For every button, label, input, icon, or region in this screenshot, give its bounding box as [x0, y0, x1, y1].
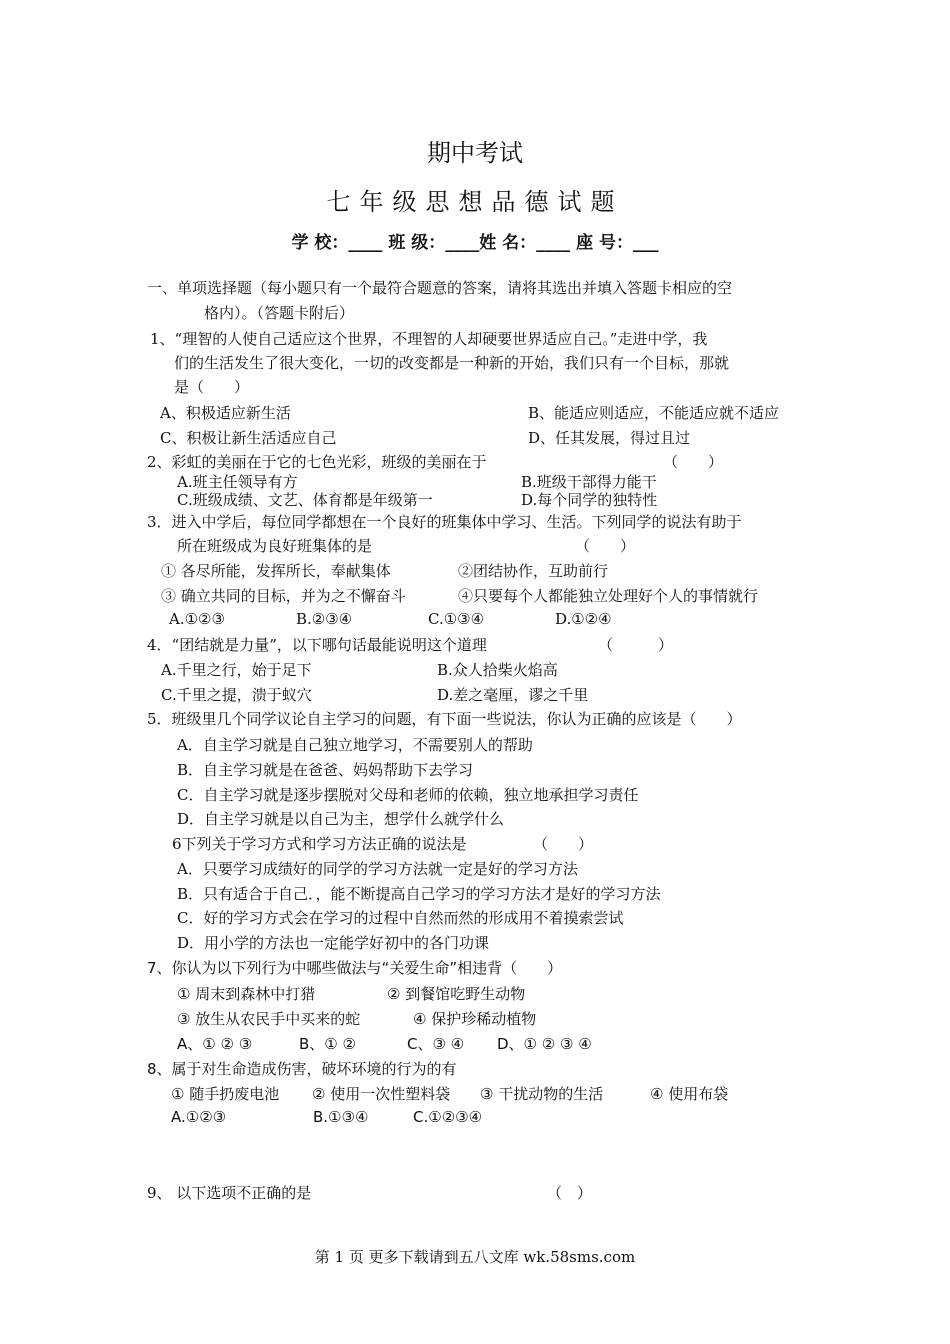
q1-option-c: C、积极让新生活适应自己	[160, 429, 337, 447]
q3-option-b: B.②③④	[296, 610, 353, 628]
q8-option-b: B.①③④	[313, 1108, 369, 1126]
q9-answer-paren: （ ）	[547, 1184, 593, 1202]
q5-option-c: C．自主学习就是逐步摆脱对父母和老师的依赖，独立地承担学习责任	[177, 786, 639, 804]
q6-answer-paren: （ ）	[533, 835, 594, 853]
q4-answer-paren: （ ）	[598, 636, 674, 654]
q8-option-a: A.①②③	[171, 1108, 227, 1126]
q4-option-c: C.千里之提，溃于蚁穴	[161, 686, 312, 704]
page-title: 期中考试	[427, 139, 523, 167]
q7-option-c: C、③ ④	[407, 1035, 465, 1053]
q8-statement-3: ③ 干扰动物的生活	[480, 1085, 604, 1103]
q3-answer-paren: （ ）	[575, 537, 636, 555]
q6-option-b: B．只有适合于自己．，能不断提高自己学习的学习方法才是好的学习方法	[177, 885, 661, 903]
q4-stem: 4．“团结就是力量”，以下哪句话最能说明这个道理	[147, 636, 487, 654]
q6-option-a: A．只要学习成绩好的同学的学习方法就一定是好的学习方法	[177, 860, 578, 878]
q2-answer-paren: （ ）	[663, 453, 724, 471]
q3-line1: 3．进入中学后，每位同学都想在一个良好的班集体中学习、生活。下列同学的说法有助于	[147, 513, 742, 531]
student-info-line: 学 校：____ 班 级：____姓 名：____ 座 号：___	[291, 233, 659, 253]
q6-option-c: C．好的学习方式会在学习的过程中自然而然的形成用不着摸索尝试	[177, 909, 624, 927]
q3-line2: 所在班级成为良好班集体的是	[177, 537, 373, 555]
q8-statement-4: ④ 使用布袋	[650, 1085, 729, 1103]
q3-statement-2: ②团结协作，互助前行	[458, 562, 609, 580]
exam-subtitle: 七年级思想品德试题	[326, 188, 624, 216]
q2-option-d: D.每个同学的独特性	[521, 491, 658, 509]
q7-statement-3: ③ 放生从农民手中买来的蛇	[177, 1010, 361, 1028]
q5-option-a: A．自主学习就是自己独立地学习，不需要别人的帮助	[177, 736, 533, 754]
q3-option-d: D.①②④	[555, 610, 612, 628]
q8-statement-1: ① 随手扔废电池	[171, 1085, 280, 1103]
q6-option-d: D．用小学的方法也一定能学好初中的各门功课	[177, 934, 490, 952]
q2-option-a: A.班主任领导有方	[177, 473, 298, 491]
q2-stem: 2、彩虹的美丽在于它的七色光彩，班级的美丽在于	[147, 453, 487, 471]
q3-statement-1: ① 各尽所能，发挥所长，奉献集体	[161, 562, 391, 580]
q7-statement-4: ④ 保护珍稀动植物	[413, 1010, 537, 1028]
q1-option-a: A、积极适应新生活	[160, 404, 291, 422]
q1-line2: 们的生活发生了很大变化，一切的改变都是一种新的开始，我们只有一个目标，那就	[174, 354, 730, 372]
q1-line1: 1、“理智的人使自己适应这个世界，不理智的人却硬要世界适应自己。”走进中学，我	[150, 330, 708, 348]
q5-option-b: B．自主学习就是在爸爸、妈妈帮助下去学习	[177, 761, 474, 779]
q7-statement-2: ② 到餐馆吃野生动物	[387, 985, 526, 1003]
q1-line3: 是（ ）	[174, 378, 250, 396]
q2-option-b: B.班级干部得力能干	[521, 473, 657, 491]
section-heading-line1: 一、单项选择题（每小题只有一个最符合题意的答案，请将其选出并填入答题卡相应的空	[147, 279, 733, 297]
q7-option-d: D、① ② ③ ④	[497, 1035, 592, 1053]
q4-option-b: B.众人拾柴火焰高	[437, 661, 558, 679]
q8-option-c: C.①②③④	[413, 1108, 483, 1126]
section-heading-line2: 格内）。（答题卡附后）	[204, 304, 355, 322]
q9-stem: 9、 以下选项不正确的是	[147, 1184, 312, 1202]
q4-option-d: D.差之毫厘，谬之千里	[437, 686, 589, 704]
q6-stem: 6下列关于学习方式和学习方法正确的说法是	[172, 835, 467, 853]
q7-option-a: A、① ② ③	[177, 1035, 253, 1053]
page-footer: 第 1 页 更多下载请到五八文库 wk.58sms.com	[314, 1248, 636, 1266]
q8-stem: 8、属于对生命造成伤害，破坏环境的行为的有	[147, 1060, 457, 1078]
q7-option-b: B、① ②	[299, 1035, 356, 1053]
q5-option-d: D．自主学习就是以自己为主，想学什么就学什么	[177, 810, 505, 828]
q7-statement-1: ① 周末到森林中打猎	[177, 985, 316, 1003]
q8-statement-2: ② 使用一次性塑料袋	[312, 1085, 451, 1103]
q7-stem: 7、你认为以下列行为中哪些做法与“关爱生命”相违背（ ）	[147, 959, 563, 977]
q1-option-b: B、能适应则适应，不能适应就不适应	[528, 404, 780, 422]
q2-option-c: C.班级成绩、文艺、体育都是年级第一	[177, 491, 433, 509]
q5-stem: 5．班级里几个同学议论自主学习的问题，有下面一些说法，你认为正确的应该是（ ）	[147, 710, 742, 728]
q4-option-a: A.千里之行，始于足下	[161, 661, 312, 679]
q3-statement-3: ③ 确立共同的目标，并为之不懈奋斗	[161, 587, 406, 605]
q3-option-c: C.①③④	[428, 610, 485, 628]
q3-option-a: A.①②③	[169, 610, 225, 628]
q1-option-d: D、任其发展，得过且过	[528, 429, 691, 447]
q3-statement-4: ④只要每个人都能独立处理好个人的事情就行	[458, 587, 759, 605]
